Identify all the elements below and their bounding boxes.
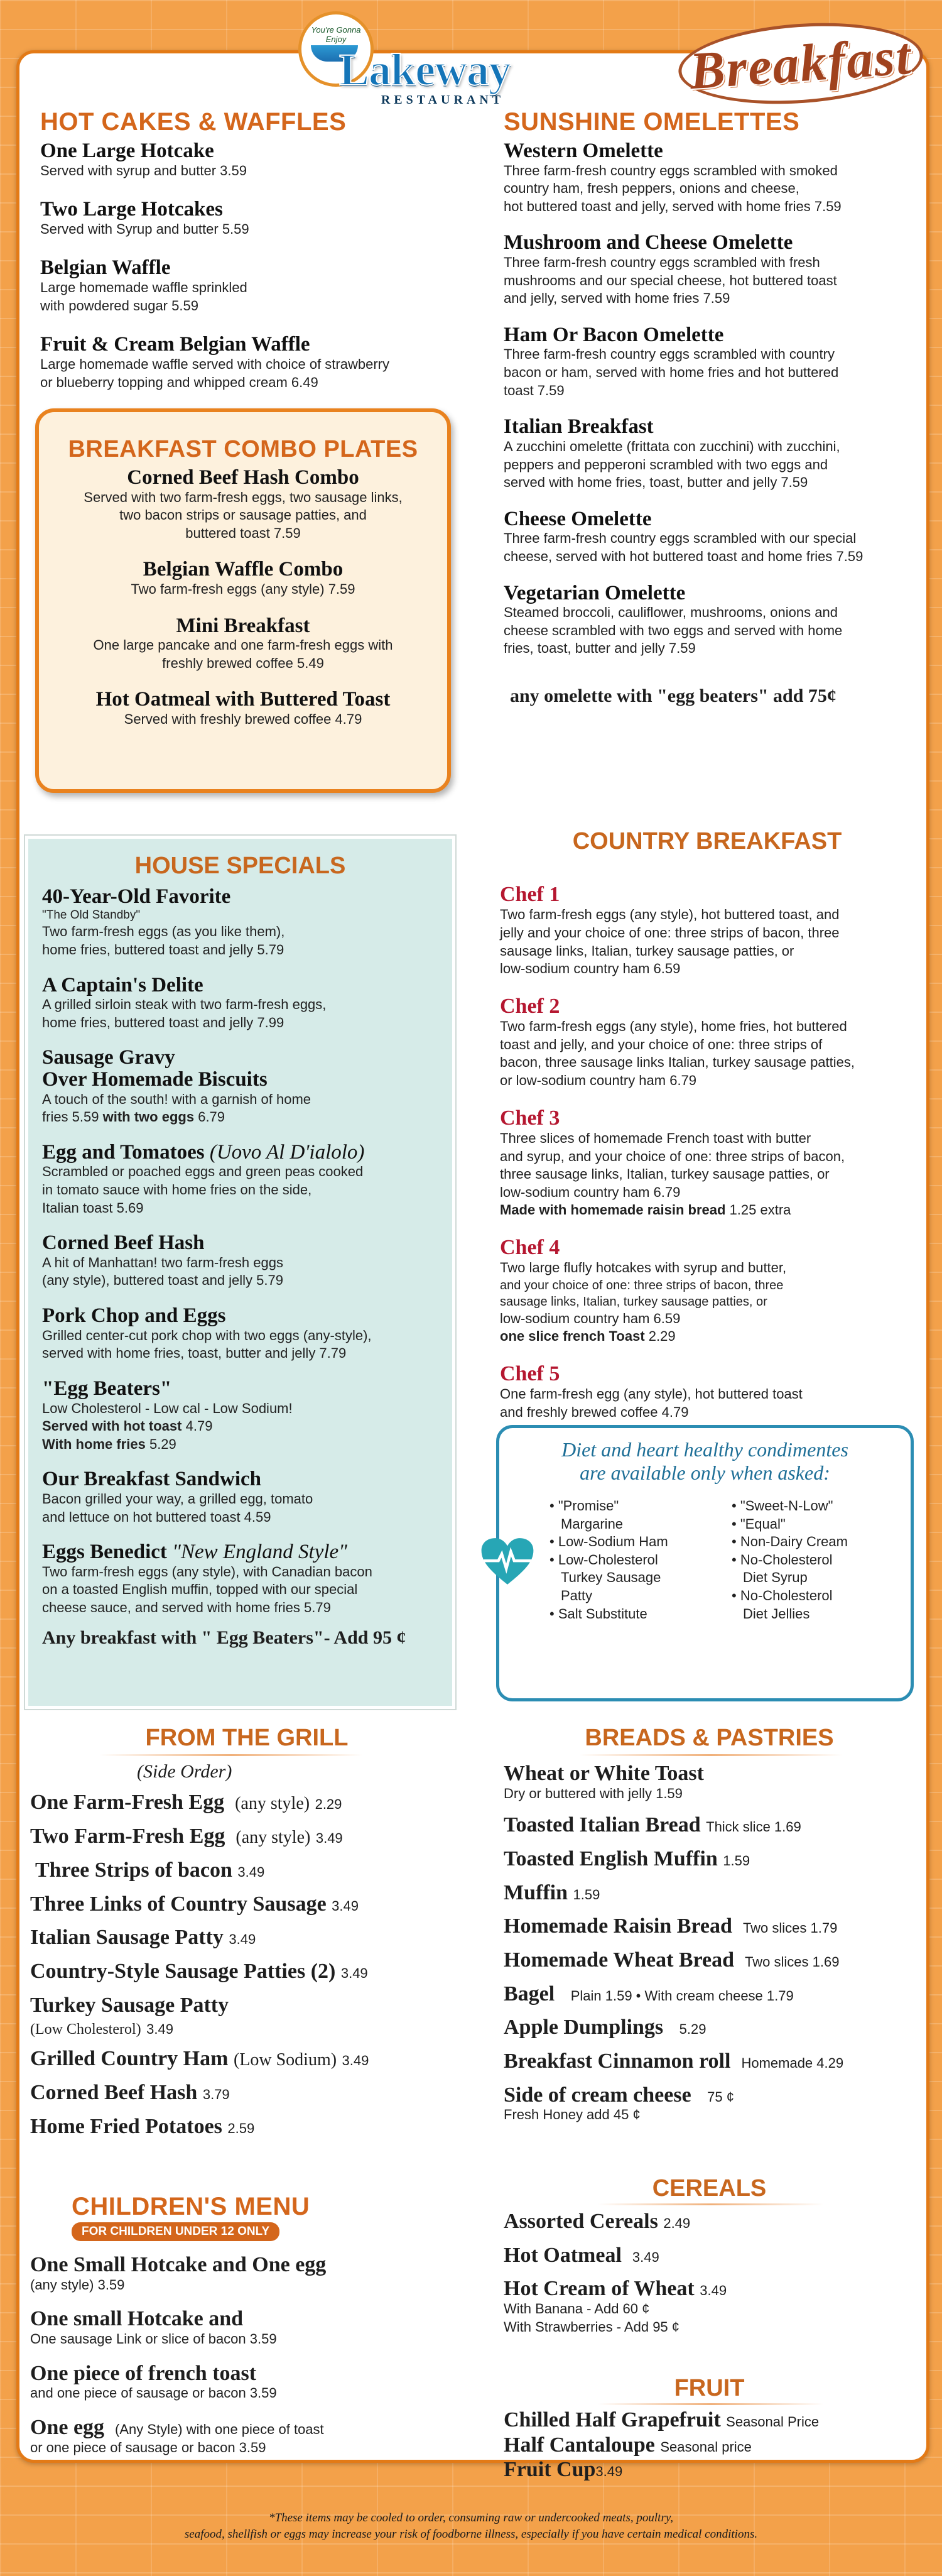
menu-item: [39, 615, 447, 673]
list-item: • No-Cholesterol: [732, 1551, 833, 1568]
item-desc: Two farm-fresh eggs (any style), with Canadian bacon: [42, 1563, 372, 1580]
item-desc: jelly and your choice of one: three strips of bacon, three: [500, 924, 840, 941]
menu-item: [42, 1468, 440, 1526]
item-desc-bold: Made with homemade raisin bread: [500, 1202, 726, 1218]
item-name: Chef 2: [500, 994, 560, 1018]
item-name: Chef 3: [500, 1106, 560, 1130]
healthy-title-1: Diet and heart healthy condimentes: [561, 1438, 848, 1461]
item-name: Two Large Hotcakes: [40, 198, 223, 221]
healthy-list-left: [550, 1497, 713, 1623]
menu-item: One egg (Any Style) with one piece of toast or one piece of sausage or bacon 3.59: [30, 2415, 324, 2455]
menu-item: [42, 974, 440, 1032]
menu-item: [42, 1378, 440, 1453]
item-name: Sausage Gravy: [42, 1046, 175, 1069]
fruit-section: [504, 2375, 915, 2481]
item-desc: A touch of the south! with a garnish of home: [42, 1091, 311, 1107]
item-desc: Three farm-fresh country eggs scrambled with fresh: [504, 254, 820, 271]
item-desc: (any style), buttered toast and jelly 5.79: [42, 1272, 283, 1289]
menu-item: Toasted English Muffin 1.59: [504, 1847, 750, 1870]
menu-item: One piece of french toast and one piece of sausage or bacon 3.59: [30, 2361, 277, 2401]
item-name-italic: "New England Style": [172, 1541, 348, 1564]
menu-item: Three Strips of bacon 3.49: [35, 1858, 265, 1882]
item-desc: buttered toast 7.59: [185, 525, 301, 541]
menu-item: Grilled Country Ham (Low Sodium) 3.49: [30, 2047, 369, 2071]
healthy-condiments-box: [496, 1425, 914, 1701]
menu-item: Three Links of Country Sausage 3.49: [30, 1892, 359, 1916]
item-desc: and syrup, and your choice of one: three strips of bacon,: [500, 1148, 845, 1164]
item-desc: Grilled center-cut pork chop with two eggs (any-style),: [42, 1327, 372, 1343]
omelettes-title: SUNSHINE OMELETTES: [504, 108, 800, 136]
breads-title: BREADS & PASTRIES: [585, 1725, 834, 1751]
item-name: Corned Beef Hash: [42, 1231, 205, 1255]
menu-item: Italian Sausage Patty 3.49: [30, 1926, 256, 1950]
item-desc: bacon or ham, served with home fries and hot buttered: [504, 364, 839, 381]
menu-item: [40, 140, 467, 180]
item-price: 4.79: [185, 1418, 213, 1434]
item-desc: country ham, fresh peppers, onions and cheese,: [504, 180, 799, 197]
item-name-italic: (Uovo Al D'ialolo): [209, 1140, 365, 1164]
list-item: Margarine: [561, 1515, 624, 1532]
list-item: • "Equal": [732, 1515, 786, 1532]
item-desc: Three farm-fresh country eggs scrambled with country: [504, 346, 835, 363]
item-desc: Served with Syrup and butter 5.59: [40, 221, 249, 237]
item-desc: home fries, buttered toast and jelly 5.79: [42, 941, 284, 958]
item-desc: Three slices of homemade French toast with butter: [500, 1130, 811, 1146]
item-desc: freshly brewed coffee 5.49: [162, 655, 324, 671]
menu-item: [500, 1362, 914, 1422]
item-desc: mushrooms and our special cheese, hot buttered toast: [504, 272, 837, 288]
item-name: Ham Or Bacon Omelette: [504, 323, 724, 346]
item-desc: cheese sauce, and served with home fries 5.79: [42, 1599, 331, 1615]
item-desc: Three farm-fresh country eggs scrambled with our special: [504, 530, 857, 547]
item-price: 5.29: [149, 1436, 176, 1452]
menu-item: Home Fried Potatoes 2.59: [30, 2114, 255, 2138]
item-name: Mushroom and Cheese Omelette: [504, 231, 793, 254]
logo-tagline: You're Gonna Enjoy: [311, 25, 361, 44]
menu-item: [40, 199, 467, 238]
item-desc: and your choice of one: three strips of bacon, three: [500, 1278, 784, 1292]
item-desc: and lettuce on hot buttered toast 4.59: [42, 1509, 271, 1525]
menu-item: One Farm-Fresh Egg (any style) 2.29: [30, 1791, 342, 1814]
menu-item: [39, 559, 447, 598]
menu-item: Wheat or White Toast Dry or buttered with jelly 1.59: [504, 1762, 704, 1801]
footer-line: *These items may be cooled to order, consuming raw or undercooked meats, poultry,: [269, 2511, 673, 2524]
item-name: Eggs Benedict: [42, 1541, 167, 1564]
item-desc: Large homemade waffle sprinkled: [40, 280, 247, 296]
menu-item: [500, 1236, 914, 1346]
item-desc-bold: with two eggs: [102, 1109, 195, 1125]
item-name: One Large Hotcake: [40, 139, 214, 162]
house-note: Any breakfast with " Egg Beaters"- Add 95 ¢: [42, 1627, 406, 1648]
house-title: HOUSE SPECIALS: [134, 853, 346, 879]
restaurant-logo: [292, 6, 550, 107]
cereals-section: [504, 2175, 915, 2336]
healthy-list-right: [732, 1497, 901, 1623]
children-section: [30, 2193, 463, 2457]
item-desc: Bacon grilled your way, a grilled egg, tomato: [42, 1490, 313, 1507]
menu-item: Side of cream cheese 75 ¢ Fresh Honey add 45 ¢: [504, 2083, 734, 2123]
hotcakes-title: HOT CAKES & WAFFLES: [40, 108, 347, 136]
menu-item: Hot Oatmeal 3.49: [504, 2243, 659, 2267]
list-item: Diet Syrup: [743, 1569, 808, 1586]
item-name: Over Homemade Biscuits: [42, 1067, 268, 1091]
logo-name: Lakeway: [339, 45, 511, 95]
menu-item: [504, 582, 918, 658]
item-desc: served with home fries, toast, butter and jelly 7.79: [42, 1345, 347, 1362]
item-desc: "The Old Standby": [42, 908, 141, 922]
menu-item: Country-Style Sausage Patties (2) 3.49: [30, 1960, 368, 1984]
item-desc: and freshly brewed coffee 4.79: [500, 1404, 689, 1421]
list-item: • "Sweet-N-Low": [732, 1498, 833, 1514]
menu-item: Muffin 1.59: [504, 1880, 600, 1904]
item-desc: Served with freshly brewed coffee 4.79: [124, 711, 362, 728]
item-desc: cheese scrambled with two eggs and served with home: [504, 622, 843, 638]
item-desc-bold: Served with hot toast: [42, 1418, 182, 1434]
menu-item: Hot Cream of Wheat 3.49 With Banana - Add 60 ¢ With Strawberries - Add 95 ¢: [504, 2277, 727, 2335]
item-desc: Three farm-fresh country eggs scrambled with smoked: [504, 162, 838, 178]
cereals-title: CEREALS: [652, 2175, 767, 2202]
item-desc: toast and jelly, and your choice of one: three strips of: [500, 1036, 823, 1052]
list-item: • No-Cholesterol: [732, 1587, 833, 1603]
item-desc: Low Cholesterol - Low cal - Low Sodium!: [42, 1400, 293, 1416]
menu-item: [42, 1305, 440, 1363]
menu-item: [42, 1142, 440, 1217]
item-name: 40-Year-Old Favorite: [42, 885, 231, 908]
menu-item: Two Farm-Fresh Egg (any style) 3.49: [30, 1825, 343, 1848]
menu-item: [39, 689, 447, 728]
item-desc: toast 7.59: [504, 382, 565, 398]
menu-item: [504, 140, 918, 216]
list-item: • Low-Cholesterol: [550, 1551, 658, 1568]
logo-subtitle: RESTAURANT: [381, 93, 505, 107]
item-desc: home fries, buttered toast and jelly 7.99: [42, 1014, 284, 1030]
country-section: [500, 828, 914, 1422]
menu-item: [500, 1106, 914, 1220]
grill-title: FROM THE GRILL: [145, 1725, 349, 1751]
menu-item: Toasted Italian Bread Thick slice 1.69: [504, 1813, 801, 1837]
menu-item: [40, 334, 467, 391]
list-item: • "Promise": [550, 1498, 619, 1514]
item-desc: Two large flufly hotcakes with syrup and butter,: [500, 1260, 787, 1276]
item-desc: or low-sodium country ham 6.79: [500, 1072, 697, 1088]
menu-item: [500, 883, 914, 978]
item-desc: bacon, three sausage links Italian, turkey sausage patties,: [500, 1054, 855, 1071]
combo-plates-box: [35, 408, 451, 793]
breakfast-banner-text: Breakfast: [688, 26, 914, 101]
item-name: "Egg Beaters": [42, 1377, 172, 1400]
menu-item: Breakfast Cinnamon roll Homemade 4.29: [504, 2049, 844, 2073]
item-desc-bold: With home fries: [42, 1436, 146, 1452]
menu-item: [42, 1541, 440, 1617]
item-desc: sausage links, Italian, turkey sausage patties, or: [500, 942, 794, 959]
menu-item: [504, 508, 918, 566]
menu-item: Fruit Cup3.49: [504, 2458, 623, 2482]
item-desc: low-sodium country ham 6.59: [500, 961, 681, 977]
menu-item: [500, 995, 914, 1090]
item-desc: cheese, served with hot buttered toast and home fries 7.59: [504, 548, 864, 564]
item-desc: fries 5.59: [42, 1109, 99, 1125]
children-age-pill: FOR CHILDREN UNDER 12 ONLY: [72, 2222, 279, 2241]
item-desc: served with home fries, toast, butter and jelly 7.59: [504, 474, 808, 491]
country-title: COUNTRY BREAKFAST: [572, 828, 842, 854]
list-item: Patty: [561, 1587, 593, 1603]
item-desc: two bacon strips or sausage patties, and: [119, 507, 367, 523]
menu-item: [42, 1232, 440, 1290]
breads-section: [504, 1725, 915, 2124]
item-desc: Served with two farm-fresh eggs, two sausage links,: [84, 489, 403, 505]
menu-item: Homemade Wheat Bread Two slices 1.69: [504, 1948, 840, 1972]
menu-item: Apple Dumplings 5.29: [504, 2016, 706, 2039]
item-desc: Scrambled or poached eggs and green peas cooked: [42, 1164, 364, 1180]
house-specials-box: [25, 836, 455, 1709]
item-desc: A zucchini omelette (frittata con zucchini) with zucchini,: [504, 438, 840, 454]
item-name: A Captain's Delite: [42, 973, 203, 996]
item-desc: sausage links, Italian, turkey sausage patties, or: [500, 1294, 767, 1309]
item-name: Pork Chop and Eggs: [42, 1304, 226, 1328]
healthy-title-2: are available only when asked:: [580, 1461, 830, 1484]
item-desc: peppers and pepperoni scrambled with two eggs and: [504, 456, 828, 472]
menu-item: Homemade Raisin Bread Two slices 1.79: [504, 1914, 838, 1938]
menu-item: [42, 1047, 440, 1126]
menu-item: Assorted Cereals 2.49: [504, 2210, 691, 2233]
menu-item: Turkey Sausage Patty (Low Cholesterol) 3.49: [30, 1993, 229, 2038]
item-name: Vegetarian Omelette: [504, 581, 686, 604]
menu-item: [504, 324, 918, 400]
item-name: Fruit & Cream Belgian Waffle: [40, 333, 310, 356]
menu-item: One small Hotcake and One sausage Link or slice of bacon 3.59: [30, 2307, 277, 2347]
item-name: Our Breakfast Sandwich: [42, 1468, 262, 1491]
omelette-note: any omelette with "egg beaters" add 75¢: [510, 685, 836, 706]
heart-icon: [479, 1535, 536, 1588]
item-name: Italian Breakfast: [504, 415, 654, 439]
item-name: Chef 1: [500, 883, 560, 906]
children-title: CHILDREN'S MENU: [72, 2193, 310, 2220]
item-desc: Large homemade waffle served with choice of strawberry: [40, 356, 389, 372]
item-desc: in tomato sauce with home fries on the side,: [42, 1182, 312, 1198]
item-name: Western Omelette: [504, 139, 663, 162]
list-item: • Non-Dairy Cream: [732, 1534, 848, 1550]
item-desc: A grilled sirloin steak with two farm-fresh eggs,: [42, 996, 327, 1013]
item-desc: three sausage links, Italian, turkey sausage patties, or: [500, 1166, 830, 1182]
item-name: Corned Beef Hash Combo: [127, 466, 359, 489]
item-name: Cheese Omelette: [504, 507, 652, 530]
menu-item: Half Cantaloupe Seasonal price: [504, 2433, 752, 2457]
grill-subtitle: (Side Order): [137, 1761, 232, 1782]
menu-item: [42, 886, 440, 959]
item-desc: hot buttered toast and jelly, served with home fries 7.59: [504, 198, 842, 214]
menu-item: [504, 416, 918, 491]
item-desc: on a toasted English muffin, topped with our special: [42, 1581, 358, 1598]
item-desc: fries, toast, butter and jelly 7.59: [504, 640, 696, 657]
omelettes-section: [504, 108, 918, 707]
item-desc: Two farm-fresh eggs (as you like them),: [42, 924, 285, 940]
item-desc: or blueberry topping and whipped cream 6.49: [40, 374, 318, 390]
hotcakes-section: [40, 108, 467, 391]
item-name: Belgian Waffle Combo: [143, 558, 344, 581]
item-desc: One farm-fresh egg (any style), hot buttered toast: [500, 1386, 803, 1402]
item-desc: Italian toast 5.69: [42, 1199, 144, 1216]
item-name: Hot Oatmeal with Buttered Toast: [95, 688, 391, 711]
menu-item: Bagel Plain 1.59 • With cream cheese 1.79: [504, 1982, 794, 2006]
fruit-title: FRUIT: [674, 2375, 745, 2401]
menu-item: [39, 467, 447, 542]
item-desc: Two farm-fresh eggs (any style), home fries, hot buttered: [500, 1018, 847, 1035]
menu-item: One Small Hotcake and One egg (any style) 3.59: [30, 2253, 327, 2293]
item-desc: One large pancake and one farm-fresh eggs with: [93, 637, 393, 653]
menu-item: [504, 232, 918, 307]
grill-section: [30, 1725, 463, 2138]
list-item: Turkey Sausage: [561, 1569, 661, 1586]
item-name: Belgian Waffle: [40, 256, 171, 280]
item-desc: with powdered sugar 5.59: [40, 297, 198, 314]
footer-disclaimer: [0, 2510, 942, 2542]
list-item: Diet Jellies: [743, 1605, 810, 1622]
item-name: Chef 5: [500, 1362, 560, 1386]
menu-item: Chilled Half Grapefruit Seasonal Price: [504, 2408, 820, 2431]
item-desc: low-sodium country ham 6.59: [500, 1310, 681, 1326]
item-name: Egg and Tomatoes: [42, 1140, 205, 1164]
item-desc: low-sodium country ham 6.79: [500, 1184, 681, 1200]
item-price: 1.25 extra: [729, 1202, 791, 1218]
list-item: • Low-Sodium Ham: [550, 1534, 668, 1550]
item-desc: A hit of Manhattan! two farm-fresh eggs: [42, 1254, 283, 1270]
item-desc: and jelly, served with home fries 7.59: [504, 290, 730, 307]
item-desc: Two farm-fresh eggs (any style), hot buttered toast, and: [500, 907, 840, 923]
menu-item: Corned Beef Hash 3.79: [30, 2081, 230, 2105]
item-name: Mini Breakfast: [176, 614, 310, 637]
menu-item: [40, 257, 467, 315]
item-price: 2.29: [648, 1328, 676, 1345]
list-item: • Salt Substitute: [550, 1605, 647, 1622]
item-desc: Two farm-fresh eggs (any style) 7.59: [131, 581, 355, 598]
item-price: 6.79: [198, 1109, 225, 1125]
item-desc-bold: one slice french Toast: [500, 1328, 645, 1345]
item-name: Chef 4: [500, 1235, 560, 1259]
combo-title: BREAKFAST COMBO PLATES: [68, 436, 418, 462]
item-desc: Served with syrup and butter 3.59: [40, 162, 247, 178]
item-desc: Steamed broccoli, cauliflower, mushrooms, onions and: [504, 604, 838, 621]
footer-line: seafood, shellfish or eggs may increase your risk of foodborne illness, especially if you have certain medical conditions.: [184, 2527, 758, 2541]
